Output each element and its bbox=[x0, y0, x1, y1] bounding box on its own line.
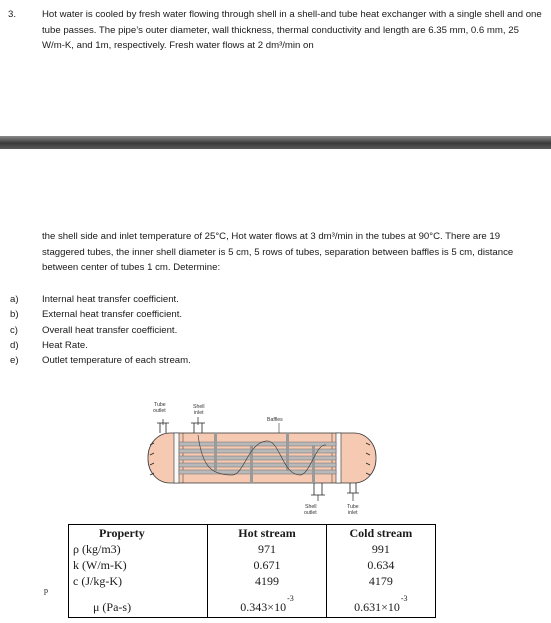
list-item bbox=[10, 307, 191, 322]
tube-outlet-label-2: outlet bbox=[153, 408, 166, 414]
cold-value: 0.631×10 bbox=[354, 600, 400, 614]
inlet-arrows bbox=[163, 417, 198, 425]
list-item bbox=[10, 323, 191, 338]
table-row bbox=[69, 589, 436, 618]
task-list bbox=[10, 292, 191, 368]
cold-value-cell: 4179 bbox=[326, 573, 435, 589]
cold-value-cell bbox=[326, 589, 435, 618]
properties-table bbox=[43, 524, 436, 618]
shell-outlet-nozzle bbox=[311, 483, 325, 495]
hot-exponent: -3 bbox=[287, 594, 294, 603]
property-cell bbox=[43, 573, 208, 595]
heat-exchanger-diagram bbox=[140, 395, 400, 517]
tube-inlet-label-1: Tube bbox=[347, 504, 359, 510]
property-subscript: p bbox=[43, 585, 48, 595]
tube-inlet-label-2: inlet bbox=[348, 510, 358, 516]
list-item-label: b) bbox=[10, 309, 19, 321]
header-cold-stream: Cold stream bbox=[326, 525, 435, 542]
hot-value: 0.343×10 bbox=[240, 600, 287, 614]
list-item-label: e) bbox=[10, 355, 19, 367]
page-divider bbox=[0, 136, 551, 149]
shell-outlet-label-2: outlet bbox=[304, 510, 317, 516]
header-hot-stream: Hot stream bbox=[208, 525, 326, 542]
cold-value-cell: 991 bbox=[326, 541, 435, 557]
hot-value-cell bbox=[208, 589, 326, 618]
cold-value-cell: 0.634 bbox=[326, 557, 435, 573]
question-paragraph-2: the shell side and inlet temperature of 25°C, Hot water flows at 3 dm³/min in the tubes at 90°C. There are 19 staggered tubes, the inner shell diameter is 5 cm, 5 rows of tubes, separation between baffles is 5 cm, distance between center of tubes 1 cm. Determine: bbox=[42, 231, 514, 273]
baffle-4 bbox=[312, 445, 315, 483]
header-property: Property bbox=[69, 525, 208, 542]
list-item-label: a) bbox=[10, 294, 19, 305]
shell-outlet-label-1: Shell bbox=[305, 504, 317, 510]
outlet-arrows bbox=[318, 493, 353, 501]
baffle-1 bbox=[214, 433, 217, 471]
list-item-label: c) bbox=[10, 324, 18, 336]
list-item bbox=[10, 353, 191, 368]
shell-inlet-label-2: inlet bbox=[194, 410, 204, 416]
table-row bbox=[69, 573, 436, 589]
list-item bbox=[10, 338, 191, 353]
list-item-text: Internal heat transfer coefficient. bbox=[42, 294, 179, 305]
shell-inlet-label-1: Shell bbox=[193, 404, 205, 410]
list-item-text: Heat Rate. bbox=[42, 339, 88, 351]
tube-outlet-label-1: Tube bbox=[154, 402, 166, 408]
question-paragraph-1: Hot water is cooled by fresh water flowing through shell in a shell-and tube heat exchanger with a single shell and one tube passes. The pipe’s outer diameter, wall thickness, thermal conductivity and length are 6.35 mm, 0.6 mm, 25 W/m-K, and 1m, respectively. Fresh water flows at 2 dm³/min on bbox=[42, 9, 542, 51]
list-item-label: d) bbox=[10, 339, 19, 351]
list-item-text: External heat transfer coefficient. bbox=[42, 309, 183, 321]
baffles-label: Baffles bbox=[267, 417, 283, 423]
hot-value-cell: 0.671 bbox=[208, 557, 326, 573]
table-row bbox=[69, 557, 436, 573]
hot-value-cell: 4199 bbox=[208, 573, 326, 589]
property-label: c (J/kg-K) bbox=[73, 573, 122, 588]
tube-sheet-left bbox=[174, 433, 179, 483]
list-item bbox=[10, 292, 191, 307]
table-row bbox=[69, 541, 436, 557]
cold-exponent: -3 bbox=[400, 594, 408, 603]
question-number: 3. bbox=[8, 9, 17, 20]
property-cell: μ (Pa-s) bbox=[69, 589, 208, 618]
tube-inlet-nozzle bbox=[347, 483, 359, 493]
tube-sheet-right bbox=[336, 433, 341, 483]
list-item-text: Overall heat transfer coefficient. bbox=[42, 324, 178, 336]
property-cell: k (W/m-K) bbox=[69, 557, 208, 573]
property-cell: ρ (kg/m3) bbox=[69, 541, 208, 557]
list-item-text: Outlet temperature of each stream. bbox=[42, 355, 191, 367]
table-header-row bbox=[69, 525, 436, 542]
hot-value-cell: 971 bbox=[208, 541, 326, 557]
